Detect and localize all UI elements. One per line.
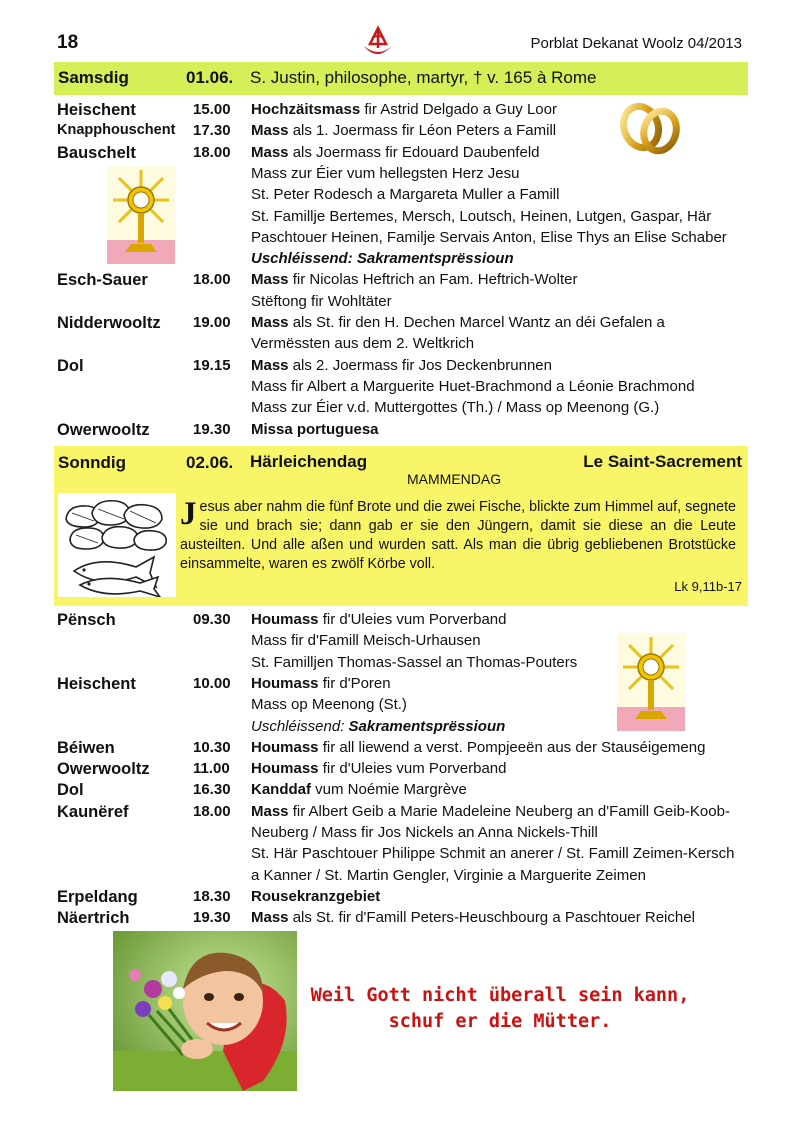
mass-intention: Mass fir Albert a Marguerite Huet-Brachmond a Léonie Brachmond [251, 377, 695, 395]
mass-intention: St. Famillje Bertemes, Mersch, Loutsch, Heinen, Lutgen, Gaspar, Här [251, 207, 712, 225]
mass-description [251, 696, 407, 713]
schedule-row [0, 867, 800, 888]
page-number: 18 [57, 32, 79, 53]
mass-description [251, 718, 505, 735]
mass-time: 19.30 [193, 909, 231, 927]
location-name: Dol [57, 356, 84, 375]
schedule-row [0, 271, 800, 292]
mass-time: 15.00 [193, 101, 231, 118]
mass-intention: St. Här Paschtouer Philippe Schmit an anerer / St. Famill Zeimen-Kersch [251, 845, 735, 863]
mass-time: 18.30 [193, 887, 231, 905]
schedule-row [0, 909, 800, 930]
mass-time: 17.30 [193, 122, 231, 140]
mass-type: Houmass [251, 674, 319, 692]
parish-logo-icon [360, 24, 396, 58]
mass-intention: fir d'Uleies vum Porverband [318, 611, 507, 628]
mass-type: Mass [251, 909, 289, 927]
location-name: Esch-Sauer [57, 271, 148, 290]
mass-type: Mass [251, 314, 289, 331]
mass-intention: Mass zur Éier v.d. Muttergottes (Th.) / Mass op Meenong (G.) [251, 399, 660, 417]
location-name: Heischent [57, 674, 136, 693]
mass-type: Kanddaf [251, 781, 311, 799]
mass-description [251, 186, 559, 203]
procession-note: Uschléissend: [251, 717, 349, 735]
schedule-row [0, 335, 800, 356]
mass-description [251, 867, 646, 884]
mass-description [251, 357, 552, 374]
schedule-row [0, 760, 800, 781]
mass-time: 11.00 [193, 760, 230, 778]
saint-of-day: S. Justin, philosophe, martyr, † v. 165 à Rome [250, 68, 597, 87]
schedule-row [0, 314, 800, 335]
mass-type: Houmass [251, 738, 319, 756]
mass-description [251, 293, 392, 310]
location-name: Knapphouschent [57, 122, 176, 139]
mass-type: Mass [251, 802, 289, 820]
mass-type: Hochzäitsmass [251, 101, 361, 118]
mass-description [251, 314, 665, 331]
feast-subtitle: MAMMENDAG [407, 471, 502, 487]
procession-note-bold: Sakramentsprëssioun [348, 717, 506, 735]
location-name: Bauschelt [57, 143, 136, 162]
day-date: 02.06. [186, 453, 234, 472]
gospel-reference: Lk 9,11b-17 [674, 579, 742, 594]
mass-time: 10.30 [193, 738, 231, 756]
mass-description [251, 824, 598, 841]
mass-type: Houmass [251, 760, 319, 778]
mass-type: Mass [251, 122, 289, 140]
location-name: Kaunëref [57, 802, 129, 821]
mass-description [251, 909, 695, 926]
schedule-row [0, 824, 800, 845]
mass-description [251, 229, 727, 246]
quote-line-2: schuf er die Mütter. [388, 1011, 612, 1032]
mass-intention: Neuberg / Mass fir Jos Nickels an Anna Nickels-Thill [251, 824, 598, 841]
schedule-row [0, 250, 800, 271]
mass-description [251, 675, 391, 692]
sunday-band [54, 446, 748, 606]
location-name: Näertrich [57, 909, 130, 928]
mass-description [251, 739, 705, 756]
mass-intention: als St. fir d'Famill Peters-Heuschbourg a Paschtouer Reichel [288, 909, 695, 927]
mass-intention: fir Astrid Delgado a Guy Loor [360, 101, 557, 118]
mass-type: Missa portuguesa [251, 420, 379, 438]
mass-intention: fir Nicolas Heftrich an Fam. Heftrich-Wolter [288, 271, 578, 289]
mass-intention: Vermëssten aus dem 2. Weltkrich [251, 335, 475, 353]
mass-type: Houmass [251, 611, 319, 628]
mass-description [251, 399, 659, 416]
location-name: Béiwen [57, 738, 115, 757]
mass-description [251, 335, 474, 352]
mass-intention: als 1. Joermass fir Léon Peters a Famill [288, 122, 557, 140]
mass-intention: St. Familljen Thomas-Sassel an Thomas-Pouters [251, 653, 578, 671]
schedule-row [0, 781, 800, 802]
mass-time: 19.00 [193, 314, 231, 331]
schedule-row [0, 229, 800, 250]
schedule-row [0, 718, 800, 739]
mass-intention: als St. fir den H. Dechen Marcel Wantz an déi Gefalen a [288, 314, 665, 331]
feast-name: Härleichendag [250, 452, 368, 471]
mass-intention: fir d'Poren [318, 674, 391, 692]
mass-intention: fir all liewend a verst. Pompjeeën aus der Stauséigemeng [318, 738, 706, 756]
mass-description [251, 654, 577, 671]
schedule-row [0, 654, 800, 675]
mass-intention: a Kanner / St. Martin Gengler, Virginie a Marguerite Zeimen [251, 866, 646, 884]
schedule-row [0, 421, 800, 442]
location-name: Heischent [57, 101, 136, 119]
schedule-row [0, 378, 800, 399]
mass-intention: Mass op Meenong (St.) [251, 696, 407, 714]
gospel-quote [180, 498, 736, 574]
location-name: Owerwooltz [57, 420, 150, 439]
publication-title: Porblat Dekanat Woolz 04/2013 [530, 35, 742, 52]
schedule-row [0, 165, 800, 186]
schedule-row [0, 888, 800, 909]
mass-intention: vum Noémie Margrève [311, 781, 467, 799]
mass-intention: Mass zur Éier vum hellegsten Herz Jesu [251, 164, 520, 182]
feast-name-french: Le Saint-Sacrement [583, 452, 742, 471]
day-name: Sonndig [58, 453, 126, 472]
mass-time: 19.30 [193, 420, 231, 438]
mass-intention: als Joermass fir Edouard Daubenfeld [288, 143, 540, 161]
gospel-text: esus aber nahm die fünf Brote und die zwei Fische, blickte zum Himmel auf, segnete sie und brach sie; dann gab er sie den Jüngern, damit sie diese an die Leute austeilten. Und alle aßen und wurden satt. Als man die übrig gebliebenen Brotstücke einsammelte, waren es zwölf Körbe voll. [180, 499, 736, 572]
schedule-row [0, 122, 800, 143]
location-name: Erpeldang [57, 887, 138, 906]
mass-time: 18.00 [193, 271, 231, 289]
procession-note: Uschléissend: Sakramentsprëssioun [251, 250, 514, 268]
schedule-row [0, 739, 800, 760]
mass-description [251, 250, 514, 267]
child-with-flowers-photo [113, 931, 297, 1091]
mass-intention: Mass fir d'Famill Meisch-Urhausen [251, 632, 481, 650]
mass-description [251, 144, 540, 161]
mass-description [251, 888, 380, 905]
mass-description [251, 803, 730, 820]
mass-description [251, 122, 556, 139]
mass-type: Rousekranzgebiet [251, 887, 381, 905]
schedule-row [0, 399, 800, 420]
schedule-row [0, 675, 800, 696]
schedule-row [0, 357, 800, 378]
mass-intention: als 2. Joermass fir Jos Deckenbrunnen [288, 356, 552, 374]
mass-description [251, 781, 467, 798]
location-name: Pënsch [57, 611, 116, 629]
mass-description [251, 378, 695, 395]
schedule-row [0, 845, 800, 866]
mass-type: Mass [251, 356, 289, 374]
mass-description [251, 271, 578, 288]
mass-description [251, 421, 379, 438]
schedule-row [0, 293, 800, 314]
mass-intention: fir d'Uleies vum Porverband [318, 760, 507, 778]
mass-type: Mass [251, 143, 289, 161]
mass-description [251, 632, 481, 649]
mass-description [251, 101, 557, 118]
mass-description [251, 165, 519, 182]
mass-intention: Paschtouer Heinen, Familje Servais Anton, Elise Thys an Elise Schaber [251, 228, 727, 246]
quote-line-1: Weil Gott nicht überall sein kann, [310, 985, 690, 1006]
location-name: Owerwooltz [57, 760, 150, 779]
schedule-row [0, 803, 800, 824]
mass-time: 18.00 [193, 143, 231, 161]
day-date: 01.06. [186, 68, 234, 87]
mass-description [251, 760, 506, 777]
mass-time: 09.30 [193, 611, 231, 628]
mass-intention: fir Albert Geib a Marie Madeleine Neuberg an d'Famill Geib-Koob- [288, 802, 730, 820]
schedule-row [0, 186, 800, 207]
mothers-day-quote [300, 983, 700, 1035]
location-name: Dol [57, 781, 84, 800]
saturday-band [54, 62, 748, 95]
mass-description [251, 611, 506, 628]
mass-description [251, 208, 711, 225]
schedule-row [0, 208, 800, 229]
mass-intention: St. Peter Rodesch a Margareta Muller a Famill [251, 186, 560, 204]
location-name: Nidderwooltz [57, 314, 161, 332]
schedule-row [0, 611, 800, 632]
mass-time: 10.00 [193, 674, 231, 692]
day-name: Samsdig [58, 68, 129, 87]
mass-time: 19.15 [193, 356, 231, 374]
schedule-row [0, 632, 800, 653]
drop-cap: J [180, 496, 197, 532]
schedule-row [0, 101, 800, 122]
schedule-row [0, 144, 800, 165]
mass-intention: Stëftong fir Wohltäter [251, 292, 392, 310]
schedule-row [0, 696, 800, 717]
mass-type: Mass [251, 271, 289, 289]
mass-time: 16.30 [193, 781, 231, 799]
page-header [0, 28, 800, 58]
mass-time: 18.00 [193, 802, 231, 820]
mass-description [251, 845, 735, 862]
loaves-and-fishes-icon [58, 493, 176, 597]
